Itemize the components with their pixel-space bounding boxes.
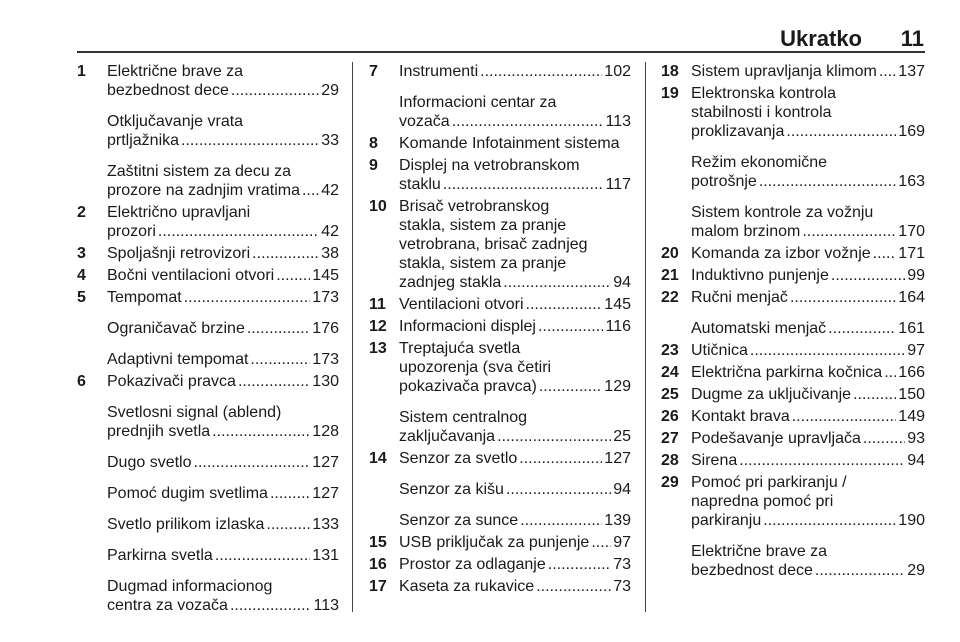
dot-leader xyxy=(480,62,602,81)
dot-leader xyxy=(266,515,310,534)
index-entry xyxy=(369,555,631,574)
entry-page-number: 73 xyxy=(613,578,631,595)
entry-last-line xyxy=(107,131,339,150)
index-entry xyxy=(369,449,631,468)
dot-leader xyxy=(247,319,310,338)
entry-number: 27 xyxy=(661,430,679,447)
index-column-2 xyxy=(369,62,631,596)
page-number: 11 xyxy=(900,26,924,51)
entry-number: 13 xyxy=(369,340,387,357)
entry-number: 14 xyxy=(369,450,387,467)
index-entry xyxy=(369,62,631,81)
entry-last-line xyxy=(399,273,631,292)
entry-last-line xyxy=(107,266,339,285)
column-divider-1 xyxy=(352,62,353,612)
index-entry xyxy=(369,577,631,596)
entry-text: stakla, sistem za pranje xyxy=(399,255,567,272)
entry-text: vozača xyxy=(399,113,450,130)
entry-text: Brisač vetrobranskog xyxy=(399,198,550,215)
dot-leader xyxy=(763,511,896,530)
index-entry xyxy=(77,546,339,565)
entry-last-line xyxy=(107,222,339,241)
entry-last-line xyxy=(691,429,925,448)
dot-leader xyxy=(739,451,905,470)
index-entry xyxy=(369,197,631,292)
entry-last-line xyxy=(107,181,339,200)
entry-page-number: 163 xyxy=(898,173,925,190)
index-entry xyxy=(661,319,925,338)
entry-page-number: 42 xyxy=(321,182,339,199)
entry-text: Komanda za izbor vožnje xyxy=(691,245,871,262)
dot-leader xyxy=(831,266,905,285)
entry-last-line xyxy=(107,546,339,565)
index-entry xyxy=(77,112,339,150)
index-entry xyxy=(661,451,925,470)
index-entry xyxy=(661,266,925,285)
index-entry xyxy=(369,134,631,153)
entry-page-number: 128 xyxy=(312,423,339,440)
entry-number: 22 xyxy=(661,289,679,306)
entry-last-line xyxy=(691,451,925,470)
entry-page-number: 94 xyxy=(613,481,631,498)
entry-last-line xyxy=(399,577,631,596)
entry-last-line xyxy=(691,319,925,338)
entry-text: Senzor za svetlo xyxy=(399,450,518,467)
dot-leader xyxy=(802,222,896,241)
entry-text: centra za vozača xyxy=(107,597,228,614)
entry-number: 9 xyxy=(369,157,378,174)
entry-page-number: 29 xyxy=(321,82,339,99)
entry-last-line xyxy=(399,449,631,468)
entry-page-number: 127 xyxy=(604,450,631,467)
dot-leader xyxy=(503,273,611,292)
entry-last-line xyxy=(691,341,925,360)
entry-text: Spoljašnji retrovizori xyxy=(107,245,251,262)
entry-text: stabilnosti i kontrola xyxy=(691,104,832,121)
entry-page-number: 113 xyxy=(605,113,631,130)
entry-page-number: 170 xyxy=(898,223,925,240)
entry-number: 25 xyxy=(661,386,679,403)
entry-number: 17 xyxy=(369,578,387,595)
entry-last-line xyxy=(107,484,339,503)
index-entry xyxy=(77,484,339,503)
entry-last-line xyxy=(107,244,339,263)
index-entry xyxy=(661,244,925,263)
entry-last-line xyxy=(399,533,631,552)
entry-page-number: 127 xyxy=(312,454,339,471)
entry-text: zadnjeg stakla xyxy=(399,274,502,291)
index-entry xyxy=(661,407,925,426)
dot-leader xyxy=(519,449,602,468)
entry-text: Električna parkirna kočnica xyxy=(691,364,883,381)
entry-text: Senzor za sunce xyxy=(399,512,519,529)
entry-last-line xyxy=(691,62,925,81)
index-entry xyxy=(661,473,925,530)
index-entry xyxy=(661,203,925,241)
entry-text: Sistem kontrole za vožnju xyxy=(691,204,874,221)
dot-leader xyxy=(548,555,611,574)
entry-last-line xyxy=(107,81,339,100)
entry-page-number: 164 xyxy=(898,289,925,306)
entry-last-line xyxy=(399,480,631,499)
entry-text: Tempomat xyxy=(107,289,182,306)
entry-page-number: 33 xyxy=(321,132,339,149)
entry-number: 6 xyxy=(77,373,86,390)
index-entry xyxy=(77,62,339,100)
entry-page-number: 129 xyxy=(604,378,631,395)
dot-leader xyxy=(230,596,312,615)
entry-number: 29 xyxy=(661,474,679,491)
entry-text: Svetlo prilikom izlaska xyxy=(107,516,265,533)
entry-last-line xyxy=(691,266,925,285)
entry-text: Ventilacioni otvori xyxy=(399,296,524,313)
entry-page-number: 131 xyxy=(312,547,339,564)
section-title: Ukratko xyxy=(780,26,862,51)
entry-page-number: 173 xyxy=(312,289,339,306)
entry-last-line xyxy=(399,317,631,336)
dot-leader xyxy=(750,341,905,360)
entry-last-line xyxy=(107,372,339,391)
entry-text: Utičnica xyxy=(691,342,748,359)
entry-number: 10 xyxy=(369,198,387,215)
entry-number: 5 xyxy=(77,289,86,306)
index-entry xyxy=(661,288,925,307)
dot-leader xyxy=(181,131,319,150)
entry-page-number: 190 xyxy=(898,512,925,529)
header-divider xyxy=(77,51,925,53)
dot-leader xyxy=(863,429,905,448)
entry-page-number: 25 xyxy=(613,428,631,445)
dot-leader xyxy=(828,319,896,338)
index-entry xyxy=(77,577,339,615)
entry-last-line xyxy=(691,407,925,426)
index-entry xyxy=(77,403,339,441)
index-entry xyxy=(661,84,925,141)
entry-text: Električne brave za xyxy=(107,63,244,80)
index-entry xyxy=(77,288,339,307)
entry-last-line xyxy=(107,453,339,472)
entry-last-line xyxy=(399,175,631,194)
entry-number: 7 xyxy=(369,63,378,80)
column-divider-2 xyxy=(645,62,646,612)
index-column-3 xyxy=(661,62,925,580)
entry-text: Električno upravljani xyxy=(107,204,251,221)
entry-text: parkiranju xyxy=(691,512,762,529)
entry-text: Treptajuća svetla xyxy=(399,340,521,357)
index-entry xyxy=(369,511,631,530)
index-entry xyxy=(369,295,631,314)
entry-number: 28 xyxy=(661,452,679,469)
entry-text: Pomoć dugim svetlima xyxy=(107,485,268,502)
entry-text: Komande Infotainment sistema xyxy=(399,135,620,152)
entry-page-number: 102 xyxy=(604,63,631,80)
dot-leader xyxy=(759,172,896,191)
index-entry xyxy=(369,408,631,446)
dot-leader xyxy=(786,122,896,141)
entry-text: Podešavanje upravljača xyxy=(691,430,861,447)
entry-text: prozore na zadnjim vratima xyxy=(107,182,300,199)
index-entry xyxy=(661,341,925,360)
entry-text: Bočni ventilacioni otvori xyxy=(107,267,275,284)
entry-page-number: 127 xyxy=(312,485,339,502)
entry-page-number: 145 xyxy=(312,267,339,284)
entry-page-number: 161 xyxy=(898,320,925,337)
entry-text: Senzor za kišu xyxy=(399,481,504,498)
index-column-1 xyxy=(77,62,339,615)
entry-last-line xyxy=(399,112,631,131)
entry-last-line xyxy=(399,295,631,314)
entry-page-number: 42 xyxy=(321,223,339,240)
entry-text: Parkirna svetla xyxy=(107,547,213,564)
entry-page-number: 113 xyxy=(313,597,339,614)
entry-page-number: 173 xyxy=(312,351,339,368)
dot-leader xyxy=(539,377,602,396)
entry-last-line xyxy=(399,62,631,81)
entry-last-line xyxy=(107,350,339,369)
index-entry xyxy=(77,350,339,369)
entry-text: Induktivno punjenje xyxy=(691,267,829,284)
entry-text: upozorenja (sva četiri xyxy=(399,359,552,376)
entry-text: proklizavanja xyxy=(691,123,785,140)
entry-text: Režim ekonomične xyxy=(691,154,828,171)
entry-text: Dugme za uključivanje xyxy=(691,386,852,403)
entry-number: 12 xyxy=(369,318,387,335)
entry-text: USB priključak za punjenje xyxy=(399,534,590,551)
entry-number: 2 xyxy=(77,204,86,221)
index-entry xyxy=(77,372,339,391)
dot-leader xyxy=(184,288,311,307)
entry-page-number: 145 xyxy=(604,296,631,313)
entry-text: Električne brave za xyxy=(691,543,828,560)
index-entry xyxy=(77,266,339,285)
dot-leader xyxy=(231,81,319,100)
entry-last-line xyxy=(399,427,631,446)
entry-text: Instrumenti xyxy=(399,63,479,80)
index-entry xyxy=(77,203,339,241)
dot-leader xyxy=(538,317,604,336)
entry-page-number: 94 xyxy=(907,452,925,469)
index-entry xyxy=(369,480,631,499)
dot-leader xyxy=(591,533,611,552)
entry-text: Dugmad informacionog xyxy=(107,578,273,595)
index-entry xyxy=(661,385,925,404)
entry-number: 15 xyxy=(369,534,387,551)
entry-text: stakla, sistem za pranje xyxy=(399,217,567,234)
entry-text: Dugo svetlo xyxy=(107,454,192,471)
entry-text: Displej na vetrobranskom xyxy=(399,157,580,174)
dot-leader xyxy=(497,427,611,446)
entry-text: Kontakt brava xyxy=(691,408,790,425)
entry-last-line xyxy=(691,288,925,307)
entry-text: Sistem upravljanja klimom xyxy=(691,63,877,80)
entry-text: Sistem centralnog xyxy=(399,409,528,426)
entry-number: 19 xyxy=(661,85,679,102)
entry-page-number: 137 xyxy=(898,63,925,80)
entry-text: potrošnje xyxy=(691,173,757,190)
entry-page-number: 116 xyxy=(605,318,631,335)
dot-leader xyxy=(792,407,897,426)
entry-text: Kaseta za rukavice xyxy=(399,578,535,595)
entry-text: prtljažnika xyxy=(107,132,180,149)
dot-leader xyxy=(506,480,611,499)
dot-leader xyxy=(873,244,897,263)
entry-page-number: 117 xyxy=(605,176,631,193)
entry-text: Ograničavač brzine xyxy=(107,320,245,337)
entry-text: Zaštitni sistem za decu za xyxy=(107,163,292,180)
entry-last-line xyxy=(691,244,925,263)
index-entry xyxy=(77,319,339,338)
entry-last-line xyxy=(399,134,631,153)
entry-text: pokazivača pravca) xyxy=(399,378,537,395)
entry-last-line xyxy=(691,561,925,580)
dot-leader xyxy=(853,385,896,404)
index-entry xyxy=(369,93,631,131)
entry-text: staklu xyxy=(399,176,441,193)
entry-last-line xyxy=(107,596,339,615)
dot-leader xyxy=(212,422,310,441)
dot-leader xyxy=(452,112,604,131)
entry-text: Automatski menjač xyxy=(691,320,827,337)
entry-text: Sirena xyxy=(691,452,738,469)
dot-leader xyxy=(536,577,611,596)
entry-number: 3 xyxy=(77,245,86,262)
dot-leader xyxy=(302,181,319,200)
entry-last-line xyxy=(691,511,925,530)
entry-page-number: 97 xyxy=(613,534,631,551)
entry-number: 20 xyxy=(661,245,679,262)
entry-number: 16 xyxy=(369,556,387,573)
entry-page-number: 94 xyxy=(613,274,631,291)
entry-page-number: 93 xyxy=(907,430,925,447)
index-entry xyxy=(661,363,925,382)
entry-page-number: 139 xyxy=(604,512,631,529)
index-entry xyxy=(661,542,925,580)
entry-page-number: 97 xyxy=(907,342,925,359)
entry-last-line xyxy=(691,172,925,191)
entry-text: Informacioni centar za xyxy=(399,94,557,111)
index-entry xyxy=(77,244,339,263)
entry-text: Ručni menjač xyxy=(691,289,788,306)
dot-leader xyxy=(158,222,319,241)
entry-page-number: 29 xyxy=(907,562,925,579)
entry-text: Adaptivni tempomat xyxy=(107,351,249,368)
entry-page-number: 176 xyxy=(312,320,339,337)
entry-number: 21 xyxy=(661,267,679,284)
entry-text: Pomoć pri parkiranju / xyxy=(691,474,847,491)
entry-number: 11 xyxy=(369,296,386,313)
entry-text: Svetlosni signal (ablend) xyxy=(107,404,282,421)
entry-text: Pokazivači pravca xyxy=(107,373,236,390)
entry-last-line xyxy=(399,511,631,530)
entry-text: Prostor za odlaganje xyxy=(399,556,546,573)
dot-leader xyxy=(443,175,604,194)
index-entry xyxy=(77,162,339,200)
entry-text: prednjih svetla xyxy=(107,423,211,440)
dot-leader xyxy=(815,561,905,580)
entry-number: 26 xyxy=(661,408,679,425)
entry-number: 1 xyxy=(77,63,86,80)
entry-text: malom brzinom xyxy=(691,223,801,240)
dot-leader xyxy=(879,62,896,81)
index-entry xyxy=(661,62,925,81)
entry-page-number: 130 xyxy=(312,373,339,390)
entry-number: 18 xyxy=(661,63,679,80)
entry-last-line xyxy=(399,555,631,574)
entry-text: napredna pomoć pri xyxy=(691,493,834,510)
entry-page-number: 99 xyxy=(907,267,925,284)
entry-number: 23 xyxy=(661,342,679,359)
index-entry xyxy=(77,453,339,472)
entry-text: zaključavanja xyxy=(399,428,496,445)
dot-leader xyxy=(520,511,602,530)
entry-page-number: 38 xyxy=(321,245,339,262)
entry-page-number: 150 xyxy=(898,386,925,403)
dot-leader xyxy=(884,363,896,382)
entry-page-number: 171 xyxy=(898,245,925,262)
entry-last-line xyxy=(107,288,339,307)
index-entry xyxy=(77,515,339,534)
entry-text: vetrobrana, brisač zadnjeg xyxy=(399,236,588,253)
entry-number: 8 xyxy=(369,135,378,152)
index-entry xyxy=(661,153,925,191)
index-entry xyxy=(369,156,631,194)
entry-page-number: 166 xyxy=(898,364,925,381)
dot-leader xyxy=(790,288,896,307)
dot-leader xyxy=(250,350,310,369)
entry-last-line xyxy=(691,385,925,404)
entry-last-line xyxy=(107,319,339,338)
entry-text: Otključavanje vrata xyxy=(107,113,244,130)
entry-last-line xyxy=(399,377,631,396)
entry-page-number: 73 xyxy=(613,556,631,573)
entry-last-line xyxy=(107,422,339,441)
entry-page-number: 149 xyxy=(898,408,925,425)
entry-last-line xyxy=(691,122,925,141)
dot-leader xyxy=(526,295,603,314)
entry-last-line xyxy=(107,515,339,534)
index-entry xyxy=(661,429,925,448)
page-header xyxy=(0,0,960,52)
entry-number: 4 xyxy=(77,267,86,284)
dot-leader xyxy=(276,266,310,285)
entry-text: bezbednost dece xyxy=(691,562,813,579)
entry-text: Elektronska kontrola xyxy=(691,85,836,102)
entry-text: Informacioni displej xyxy=(399,318,536,335)
entry-text: bezbednost dece xyxy=(107,82,229,99)
entry-last-line xyxy=(691,222,925,241)
index-entry xyxy=(369,339,631,396)
dot-leader xyxy=(270,484,310,503)
dot-leader xyxy=(238,372,310,391)
dot-leader xyxy=(194,453,311,472)
index-entry xyxy=(369,317,631,336)
entry-page-number: 133 xyxy=(312,516,339,533)
dot-leader xyxy=(252,244,319,263)
dot-leader xyxy=(215,546,310,565)
index-entry xyxy=(369,533,631,552)
entry-number: 24 xyxy=(661,364,679,381)
entry-text: prozori xyxy=(107,223,156,240)
entry-page-number: 169 xyxy=(898,123,925,140)
entry-last-line xyxy=(691,363,925,382)
